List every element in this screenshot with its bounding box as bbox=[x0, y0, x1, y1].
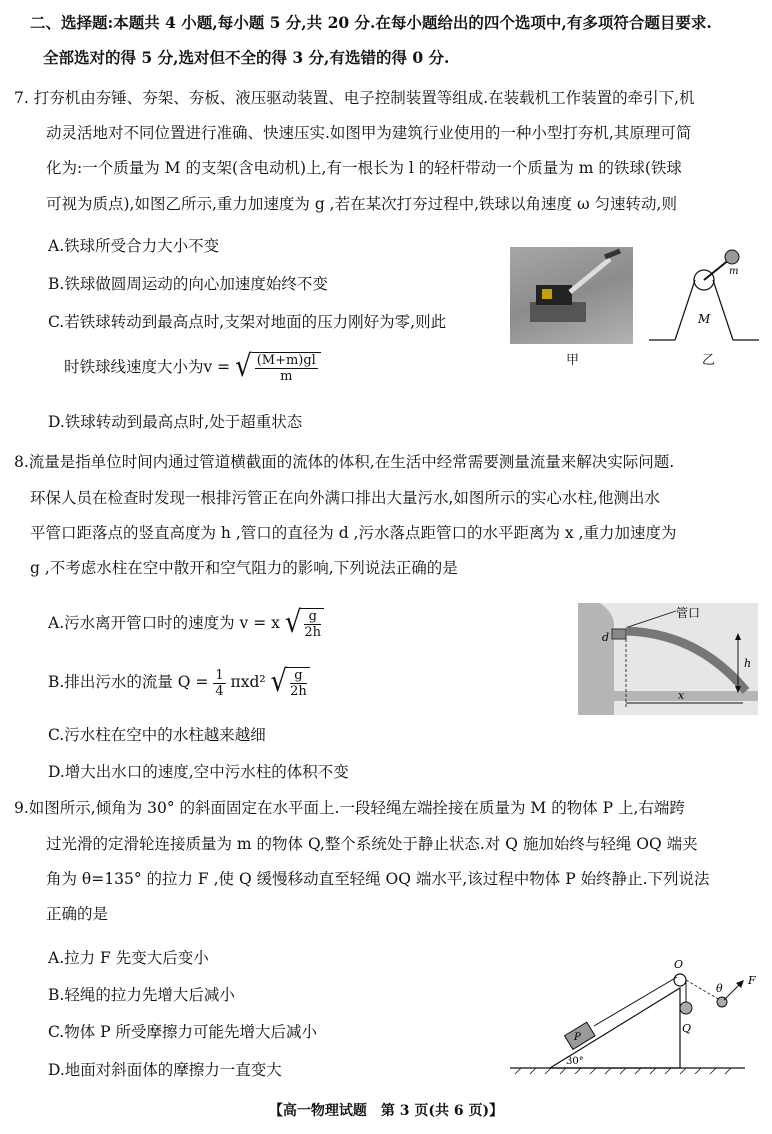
section-header-line2: 全部选对的得 5 分,选对但不全的得 3 分,有选错的得 0 分. bbox=[43, 48, 450, 67]
q8-option-b[interactable] bbox=[48, 664, 310, 700]
q9-line-3: 角为 θ=135° 的拉力 F ,使 Q 缓慢移动直至轻绳 OQ 端水平,该过程中物体 P 始终静止.下列说法 bbox=[46, 870, 710, 888]
q8-option-a-sqrt: √ $\frac{g}{2h}$ bbox=[285, 608, 324, 640]
q8-line-2: 环保人员在检查时发现一根排污管正在向外满口排出大量污水,如图所示的实心水柱,他测出水 bbox=[30, 489, 660, 507]
q9-fig-theta-label: θ bbox=[716, 982, 723, 995]
q7-figure-yi-caption: 乙 bbox=[702, 353, 716, 368]
q9-line-1: 9.如图所示,倾角为 30° 的斜面固定在水平面上.一段轻绳左端拴接在质量为 M 的物体 P 上,右端跨 bbox=[14, 799, 685, 817]
q7-option-c-line2[interactable] bbox=[64, 349, 321, 385]
q9-fig-O-label: O bbox=[674, 958, 684, 971]
q9-option-b[interactable]: B.轻绳的拉力先增大后减小 bbox=[48, 986, 235, 1004]
q8-option-c[interactable]: C.污水柱在空中的水柱越来越细 bbox=[48, 726, 266, 744]
q8-figure-diagram bbox=[578, 603, 758, 715]
q7-line-2: 动灵活地对不同位置进行准确、快速压实.如图甲为建筑行业使用的一种小型打夯机,其原理可简 bbox=[46, 124, 692, 142]
q8-option-b-mid: πxd² bbox=[230, 673, 266, 691]
q7-option-c-line1[interactable]: C.若铁球转动到最高点时,支架对地面的压力刚好为零,则此 bbox=[48, 313, 447, 331]
q7-figure-jia-photo bbox=[510, 247, 633, 344]
q8-option-b-prefix: B.排出污水的流量 Q = bbox=[48, 673, 209, 691]
q9-option-a[interactable]: A.拉力 F 先变大后变小 bbox=[48, 949, 209, 967]
q7-fig-m-label: m bbox=[729, 266, 739, 277]
q9-line-4: 正确的是 bbox=[46, 905, 109, 923]
section-header-line1: 二、选择题:本题共 4 小题,每小题 5 分,共 20 分.在每小题给出的四个选项中,有多项符合题目要求. bbox=[30, 13, 712, 32]
q8-fig-h-label: h bbox=[744, 657, 752, 670]
q8-option-b-sqrt: √ $\frac{g}{2h}$ bbox=[271, 667, 310, 699]
q9-line-2: 过光滑的定滑轮连接质量为 m 的物体 Q,整个系统处于静止状态.对 Q 施加始终与轻绳 OQ 端夹 bbox=[46, 835, 698, 853]
q7-option-a[interactable]: A.铁球所受合力大小不变 bbox=[48, 237, 220, 255]
q7-line-1: 7. 打夯机由夯锤、夯架、夯板、液压驱动装置、电子控制装置等组成.在装载机工作装置的牵引下,机 bbox=[14, 89, 695, 107]
q8-option-a-prefix: A.污水离开管口时的速度为 v = x bbox=[48, 614, 280, 632]
q7-line-4: 可视为质点),如图乙所示,重力加速度为 g ,若在某次打夯过程中,铁球以角速度 ω 匀速转动,则 bbox=[46, 195, 677, 213]
q7-option-b[interactable]: B.铁球做圆周运动的向心加速度始终不变 bbox=[48, 275, 328, 293]
q7-figure-yi-diagram bbox=[645, 245, 763, 345]
q8-fig-d-label: d bbox=[602, 631, 610, 644]
q7-line-3: 化为:一个质量为 M 的支架(含电动机)上,有一根长为 l 的轻杆带动一个质量为 m 的铁球(铁球 bbox=[46, 159, 682, 177]
q7-option-c-prefix: 时铁球线速度大小为v = bbox=[64, 358, 231, 376]
q8-fig-pipe-label: 管口 bbox=[676, 606, 701, 620]
q8-option-a[interactable] bbox=[48, 605, 324, 641]
q9-fig-F-label: F bbox=[748, 974, 756, 987]
q7-fig-M-label: M bbox=[698, 312, 711, 326]
q8-fig-x-label: x bbox=[678, 689, 685, 702]
q8-line-3: 平管口距落点的竖直高度为 h ,管口的直径为 d ,污水落点距管口的水平距离为 x ,重力加速度为 bbox=[30, 524, 677, 542]
q9-fig-P-label: P bbox=[574, 1032, 581, 1043]
q8-option-d[interactable]: D.增大出水口的速度,空中污水柱的体积不变 bbox=[48, 763, 349, 781]
q9-figure-diagram bbox=[510, 958, 765, 1076]
q9-option-d[interactable]: D.地面对斜面体的摩擦力一直变大 bbox=[48, 1061, 282, 1079]
q8-line-1: 8.流量是指单位时间内通过管道横截面的流体的体积,在生活中经常需要测量流量来解决实际问题. bbox=[14, 453, 675, 471]
q8-option-b-quarter: $\frac{1}{4}$ bbox=[215, 667, 224, 699]
q8-line-4: g ,不考虑水柱在空中散开和空气阻力的影响,下列说法正确的是 bbox=[30, 559, 458, 577]
q7-option-c-sqrt: √ $\frac{(M+m)gl}{m}$ bbox=[235, 352, 321, 384]
q7-option-c-fraction: $\frac{(M+m)gl}{m}$ bbox=[256, 353, 316, 384]
q9-fig-Q-label: Q bbox=[682, 1022, 692, 1035]
q9-fig-angle-label: 30° bbox=[566, 1056, 584, 1067]
q9-option-c[interactable]: C.物体 P 所受摩擦力可能先增大后减小 bbox=[48, 1023, 318, 1041]
page-footer: 【高一物理试题 第 3 页(共 6 页)】 bbox=[268, 1103, 504, 1119]
q7-option-d[interactable]: D.铁球转动到最高点时,处于超重状态 bbox=[48, 413, 303, 431]
q7-figure-jia-caption: 甲 bbox=[566, 353, 580, 368]
